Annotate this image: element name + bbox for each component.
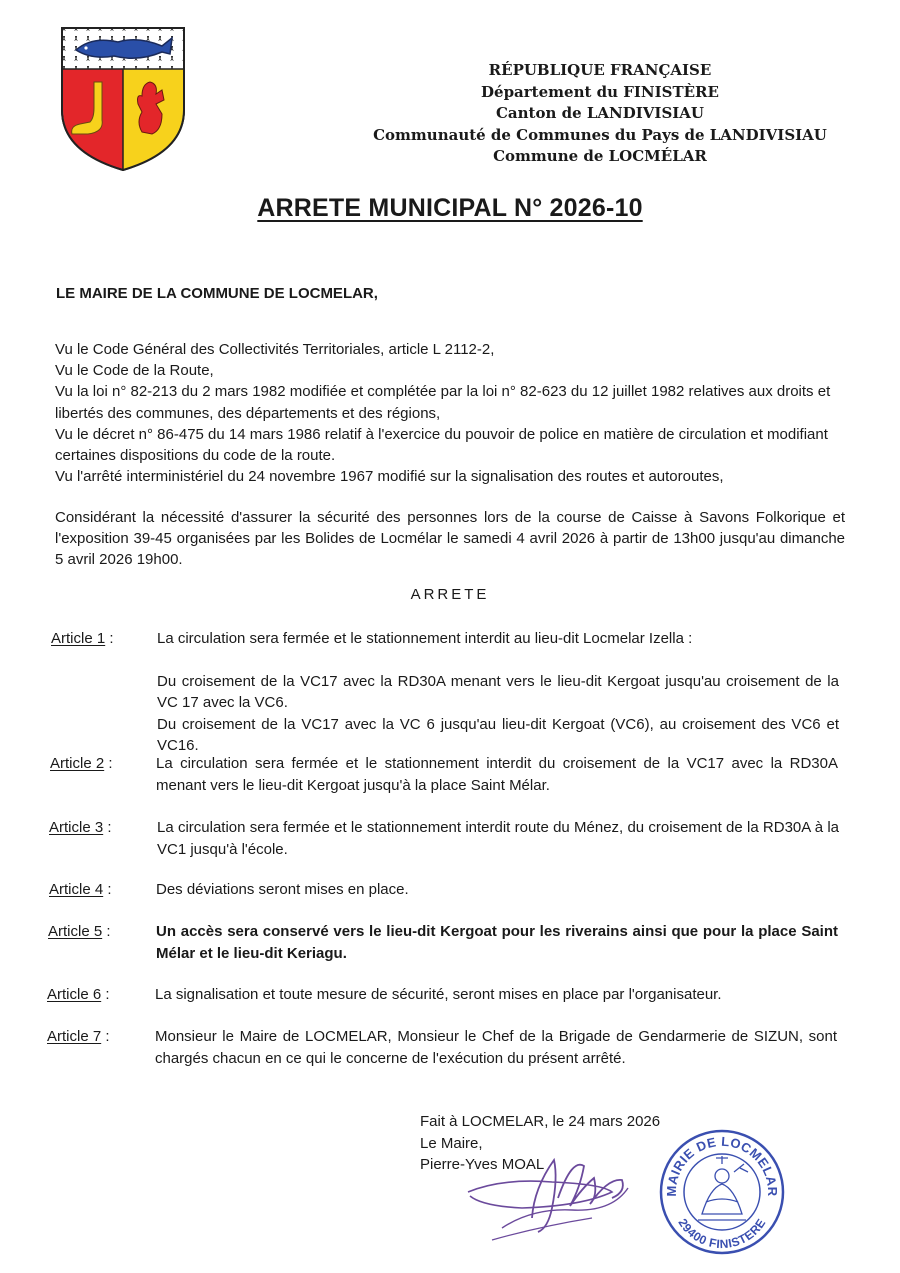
svg-text:29400 FINISTERE	[675, 1216, 768, 1251]
article-text	[157, 817, 839, 860]
article-paragraph: La signalisation et toute mesure de sécurité, seront mises en place par l'organisateur.	[155, 986, 722, 1003]
vu-list	[55, 339, 845, 487]
article-paragraph: Du croisement de la VC17 avec la RD30A menant vers le lieu-dit Kergoat jusqu'au croisement de la VC 17 avec la VC6.	[157, 672, 839, 711]
coat-of-arms-icon	[58, 24, 188, 174]
page-title	[0, 194, 900, 223]
article-paragraph: Des déviations seront mises en place.	[156, 881, 409, 898]
article-label: Article 7 :	[47, 1028, 110, 1045]
article-paragraph: La circulation sera fermée et le stationnement interdit du croisement de la VC17 avec la RD30A menant vers le lieu-dit Kergoat jusqu'à la place Saint Mélar.	[156, 755, 838, 794]
article-text	[157, 628, 839, 757]
mayor-heading: LE MAIRE DE LA COMMUNE DE LOCMELAR,	[56, 285, 378, 302]
article-paragraph: La circulation sera fermée et le stationnement interdit route du Ménez, du croisement de la RD30A à la VC1 jusqu'à l'école.	[157, 819, 839, 858]
article-paragraph: Un accès sera conservé vers le lieu-dit Kergoat pour les riverains ainsi que pour la place Saint Mélar et le lieu-dit Keriagu.	[156, 923, 838, 962]
header-canton: Canton de LANDIVISIAU	[495, 104, 705, 122]
signature-name: Pierre-Yves MOAL	[420, 1156, 545, 1173]
stamp-bottom-text: 29400 FINISTERE	[675, 1215, 769, 1252]
header-commune: Commune de LOCMÉLAR	[493, 147, 707, 165]
official-stamp-icon	[658, 1128, 786, 1256]
article-label: Article 4 :	[49, 881, 112, 898]
stamp-top-text: MAIRIE DE LOCMELAR	[663, 1133, 781, 1197]
vu-item: Vu le décret n° 86-475 du 14 mars 1986 relatif à l'exercice du pouvoir de police en matière de circulation et modifiant certaines dispositions du code de la route.	[55, 425, 828, 465]
article-label: Article 3 :	[49, 819, 112, 836]
svg-text:MAIRIE DE LOCMELAR	[664, 1134, 780, 1197]
article-paragraph: La circulation sera fermée et le stationnement interdit au lieu-dit Locmelar Izella :	[157, 630, 693, 647]
article-label: Article 5 :	[48, 923, 111, 940]
vu-item: Vu l'arrêté interministériel du 24 novembre 1967 modifié sur la signalisation des routes et autoroutes,	[55, 468, 724, 486]
signature-role: Le Maire,	[420, 1134, 483, 1152]
article-text	[155, 1026, 837, 1069]
article-text	[156, 879, 838, 901]
article-text	[156, 753, 838, 796]
header-republic: RÉPUBLIQUE FRANÇAISE	[488, 61, 712, 79]
considerant-paragraph: Considérant la nécessité d'assurer la sécurité des personnes lors de la course de Caisse à Savons Folkorique et l'exposition 39-45 organisées par les Bolides de Locmélar le samedi 4 avril 2026 à partir de 13h00 jusqu'au dimanche 5 avril 2026 19h00.	[55, 509, 845, 569]
article-paragraph: Monsieur le Maire de LOCMELAR, Monsieur le Chef de la Brigade de Gendarmerie de SIZUN, sont chargés chacun en ce qui le concerne de l'exécution du présent arrêté.	[155, 1028, 837, 1067]
article-text	[155, 984, 837, 1006]
article-text	[156, 921, 838, 964]
page-title-text: ARRETE MUNICIPAL N° 2026-10	[257, 194, 643, 222]
arrete-heading: ARRETE	[410, 586, 490, 603]
header-department: Département du FINISTÈRE	[481, 82, 719, 101]
article-label: Article 1 :	[51, 630, 114, 647]
vu-item: Vu le Code Général des Collectivités Territoriales, article L 2112-2,	[55, 341, 495, 358]
vu-item: Vu la loi n° 82-213 du 2 mars 1982 modifiée et complétée par la loi n° 82-623 du 12 juillet 1982 relatives aux droits et libertés des communes, des départements et des régions,	[55, 383, 831, 422]
article-label: Article 2 :	[50, 755, 113, 772]
header-block	[320, 60, 880, 168]
handwritten-signature-icon	[462, 1148, 662, 1248]
header-community: Communauté de Communes du Pays de LANDIVISIAU	[373, 125, 827, 144]
article-paragraph: Du croisement de la VC17 avec la VC 6 jusqu'au lieu-dit Kergoat (VC6), au croisement des VC6 et VC16.	[157, 715, 839, 754]
signature-place-date: Fait à LOCMELAR, le 24 mars 2026	[420, 1113, 661, 1130]
article-label: Article 6 :	[47, 986, 110, 1003]
vu-item: Vu le Code de la Route,	[55, 362, 214, 380]
